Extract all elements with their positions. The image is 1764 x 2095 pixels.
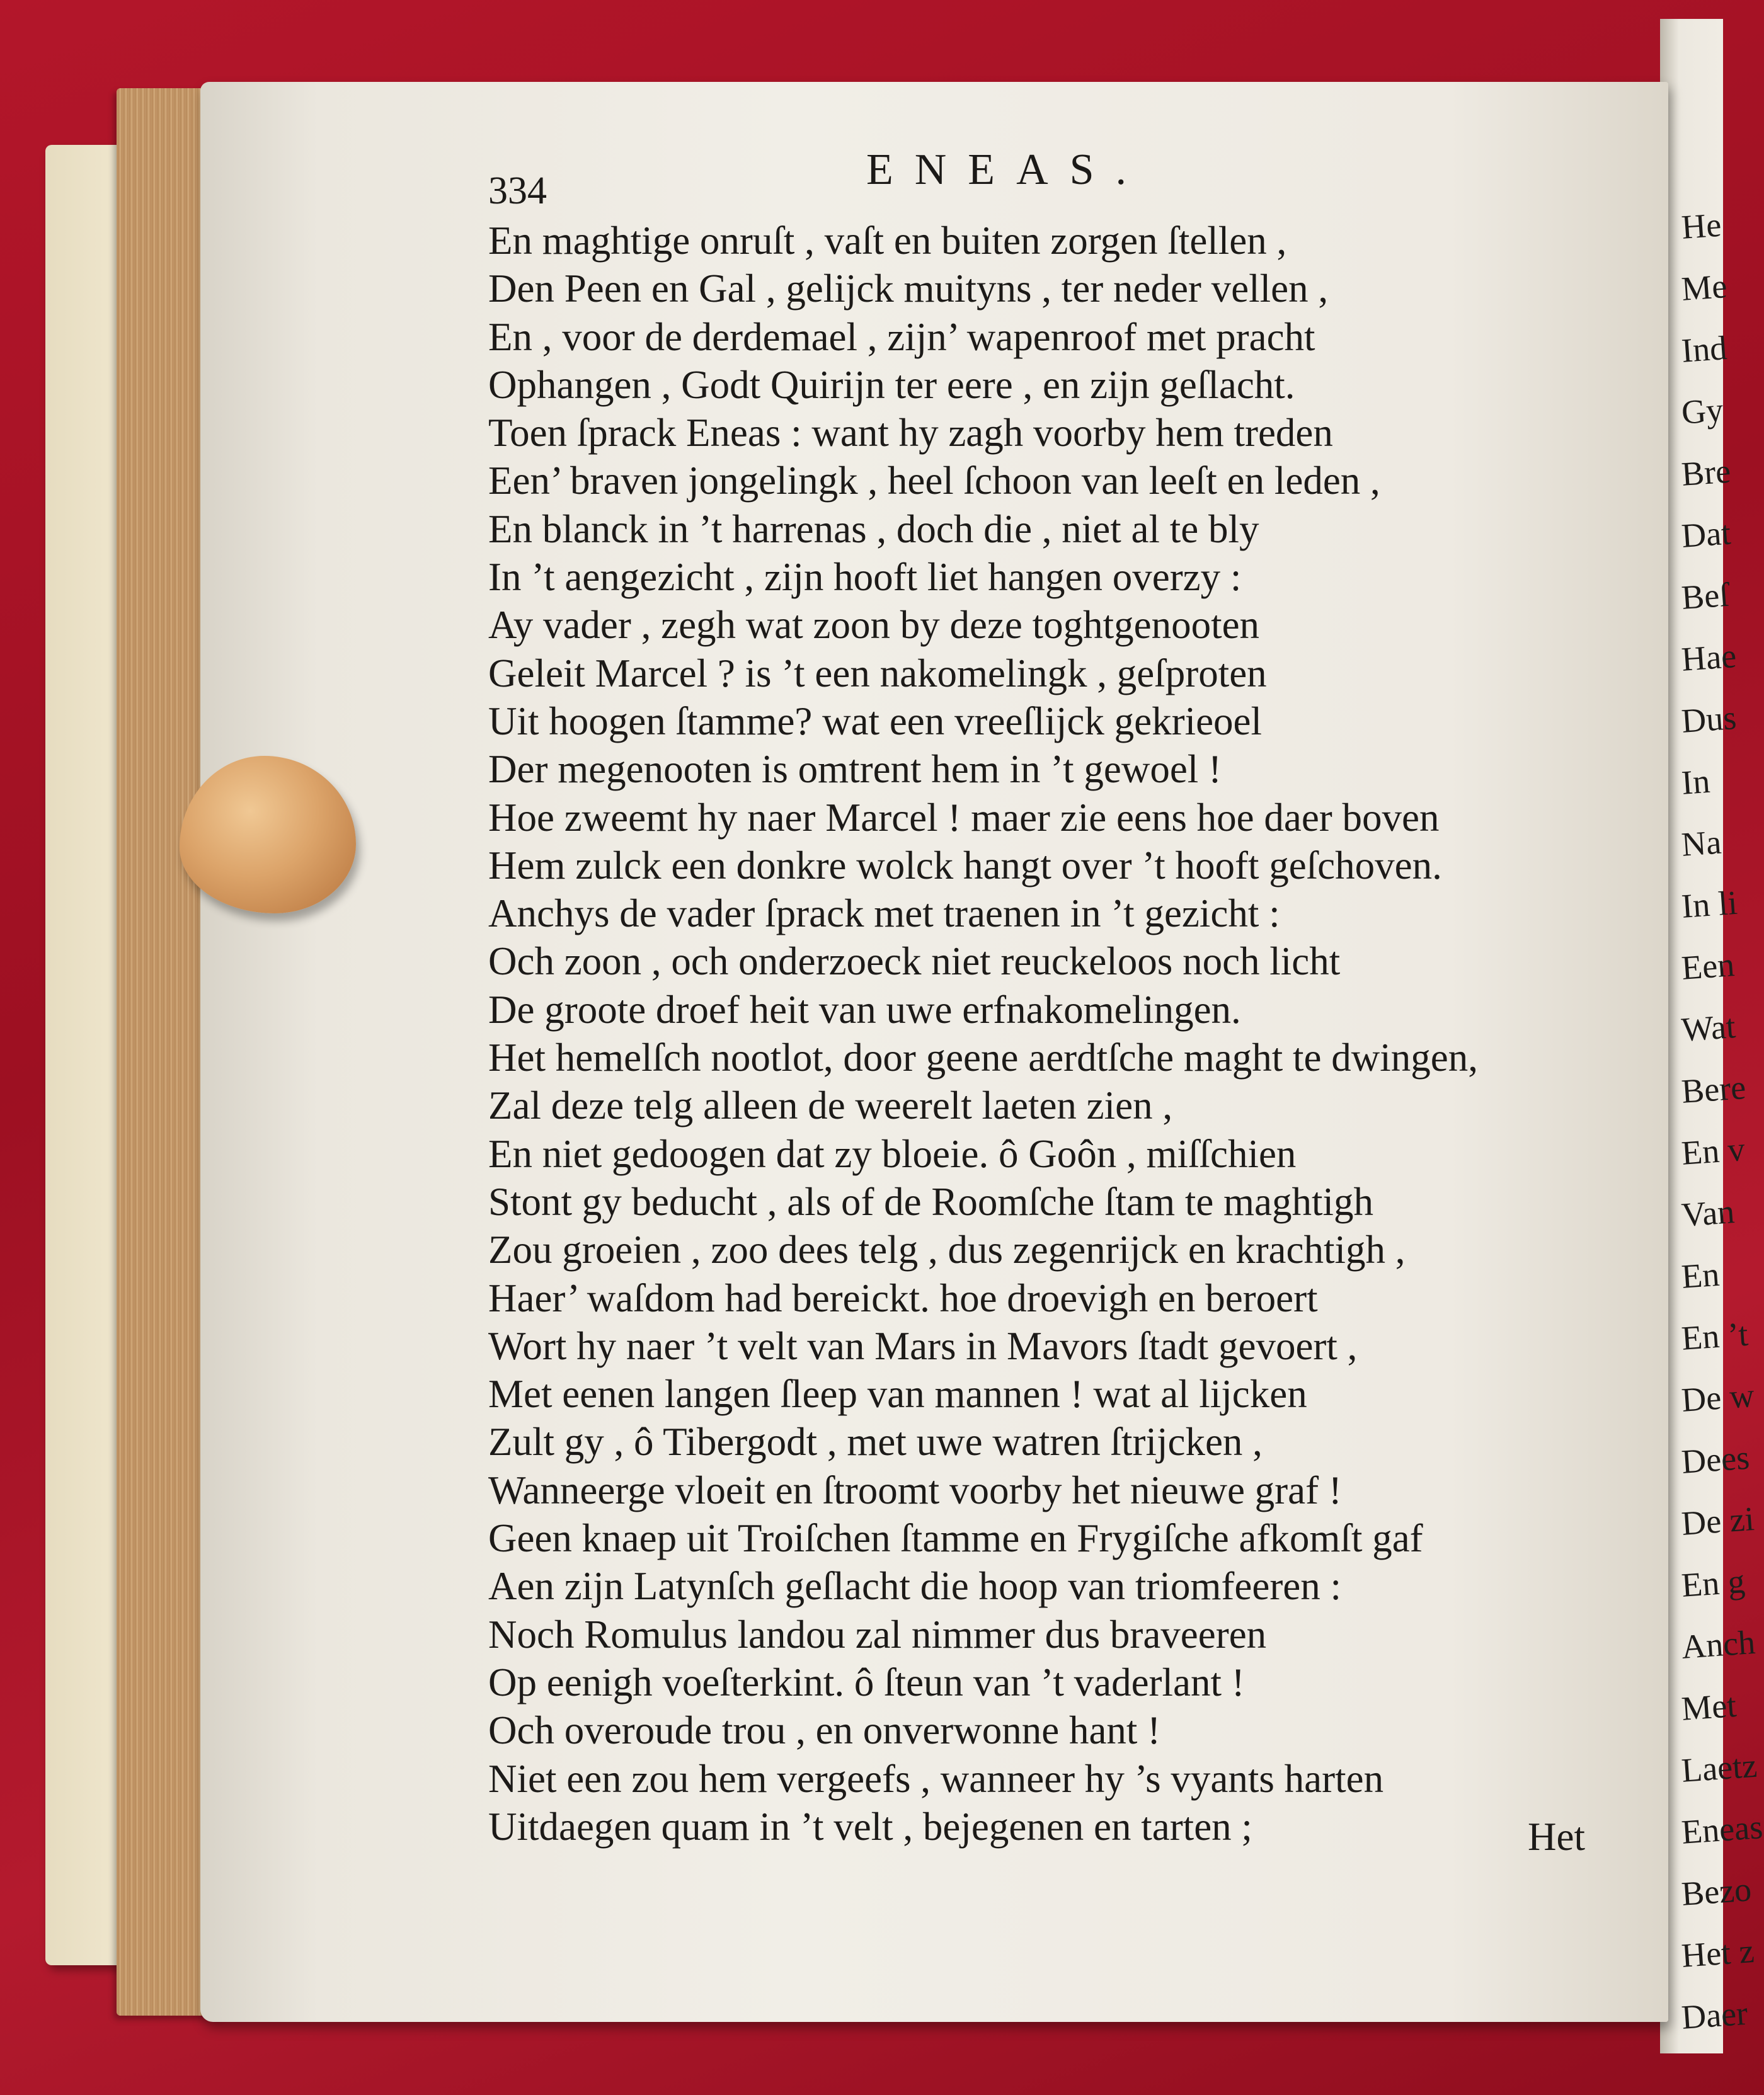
facing-page-fragment: In li (1680, 883, 1739, 925)
verse-line: De groote droef heit van uwe erfnakomelingen. (488, 987, 1241, 1032)
facing-page-fragment: De zi (1680, 1499, 1756, 1543)
verse-line: Den Peen en Gal , gelijck muityns , ter neder vellen , (488, 266, 1329, 311)
facing-page-fragment: De w (1680, 1376, 1756, 1419)
facing-page-fragment: He (1680, 205, 1723, 246)
verse-line: Geen knaep uit Troiſchen ſtamme en Frygiſche afkomſt gaf (488, 1516, 1423, 1561)
facing-page-fragment: Het z (1680, 1931, 1756, 1975)
facing-page-fragment: Dus (1680, 698, 1738, 740)
facing-page-fragment: Bre (1680, 452, 1732, 493)
facing-page-fragment: Bezo (1680, 1870, 1753, 1913)
verse-line: Met eenen langen ſleep van mannen ! wat al lijcken (488, 1372, 1307, 1417)
facing-page-fragment: Na (1680, 823, 1723, 864)
facing-page-fragment: Een (1680, 945, 1736, 987)
verse-line: Zal deze telg alleen de weerelt laeten zien , (488, 1083, 1173, 1128)
verse-line: Op eenigh voeſterkint. ô ſteun van ’t vaderlant ! (488, 1660, 1245, 1704)
facing-page-fragment: Eneas (1680, 1808, 1764, 1851)
facing-page-fragment: Gy (1680, 391, 1725, 431)
facing-page-fragment: Laetz (1680, 1746, 1758, 1790)
verse-line: Aen zijn Latynſch geſlacht die hoop van triomfeeren : (488, 1564, 1342, 1609)
facing-page (1660, 19, 1764, 2053)
facing-page-fragment: In (1680, 762, 1712, 802)
verse-line: En niet gedoogen dat zy bloeie. ô Goôn , miſſchien (488, 1131, 1297, 1176)
verse-line: Zult gy , ô Tibergodt , met uwe watren ſtrijcken , (488, 1420, 1263, 1464)
verse-line: Niet een zou hem vergeefs , wanneer hy ’s vyants harten (488, 1756, 1384, 1801)
verse-line: Wanneerge vloeit en ſtroomt voorby het nieuwe graf ! (488, 1468, 1342, 1512)
facing-page-fragment: Dat (1680, 513, 1732, 555)
facing-page-fragment: En ’t (1680, 1315, 1750, 1357)
verse-line: Uit hoogen ſtamme? wat een vreeſlijck gekrieoel (488, 699, 1263, 743)
verse-line: Wort hy naer ’t velt van Mars in Mavors ſtadt gevoert , (488, 1323, 1358, 1368)
verse-line: Ophangen , Godt Quirijn ter eere , en zijn geſlacht. (488, 362, 1295, 407)
verse-text (488, 217, 1478, 1851)
verse-line: Och overoude trou , en onverwonne hant ! (488, 1708, 1161, 1753)
verse-line: Het hemelſch nootlot, door geene aerdtſche maght te dwingen, (488, 1036, 1478, 1080)
verse-line: Der megenooten is omtrent hem in ’t gewoel ! (488, 747, 1222, 792)
verse-line: Hem zulck een donkre wolck hangt over ’t hooft geſchoven. (488, 843, 1442, 888)
catchword: Het (1528, 1815, 1585, 1859)
facing-page-fragment: Ind (1680, 328, 1729, 370)
verse-line: En maghtige onruſt , vaſt en buiten zorgen ſtellen , (488, 219, 1287, 263)
verse-line: Hoe zweemt hy naer Marcel ! maer zie eens hoe daer boven (488, 795, 1440, 840)
verse-line: Och zoon , och onderzoeck niet reuckeloos noch licht (488, 939, 1341, 984)
facing-page-fragment: En v (1680, 1129, 1746, 1172)
verse-line: Anchys de vader ſprack met traenen in ’t gezicht : (488, 891, 1280, 936)
page-number: 334 (488, 169, 547, 212)
facing-page-fragment: Beſ (1680, 575, 1731, 617)
facing-page-fragment: Met (1680, 1686, 1738, 1728)
facing-page-fragment: Hae (1680, 636, 1738, 678)
verse-line: En blanck in ’t harrenas , doch die , niet al te bly (488, 506, 1259, 551)
facing-page-fragment: Dees (1680, 1438, 1751, 1481)
verse-line: Geleit Marcel ? is ’t een nakomelingk , geſproten (488, 651, 1267, 695)
facing-page-fragment: Anch (1680, 1623, 1756, 1666)
verse-line: Toen ſprack Eneas : want hy zagh voorby hem treden (488, 411, 1333, 455)
facing-page-fragment: Me (1680, 266, 1729, 308)
verse-line: Uitdaegen quam in ’t velt , bejegenen en tarten ; (488, 1804, 1252, 1849)
verse-line: Zou groeien , zoo dees telg , dus zegenrijck en krachtigh , (488, 1228, 1406, 1272)
facing-page-fragment: En (1680, 1255, 1721, 1296)
facing-page-fragment: Wat (1680, 1007, 1737, 1049)
verse-line: In ’t aengezicht , zijn hooft liet hangen overzy : (488, 555, 1242, 600)
running-title: ENEAS. (866, 146, 1148, 194)
verse-line: Stont gy beducht , als of de Roomſche ſtam te maghtigh (488, 1179, 1374, 1224)
facing-page-fragment: Daer (1680, 1994, 1749, 2036)
verse-line: En , voor de derdemael , zijn’ wapenroof met pracht (488, 314, 1315, 359)
facing-page-fragment: En g (1680, 1561, 1746, 1604)
verse-line: Een’ braven jongelingk , heel ſchoon van leeſt en leden , (488, 459, 1380, 503)
verse-line: Haer’ waſdom had bereickt. hoe droevigh en beroert (488, 1276, 1318, 1320)
facing-page-fragment: Bere (1680, 1068, 1747, 1110)
verse-line: Noch Romulus landou zal nimmer dus braveeren (488, 1612, 1267, 1657)
verse-line: Ay vader , zegh wat zoon by deze toghtgenooten (488, 603, 1260, 648)
facing-page-fragment: Van (1680, 1192, 1736, 1234)
